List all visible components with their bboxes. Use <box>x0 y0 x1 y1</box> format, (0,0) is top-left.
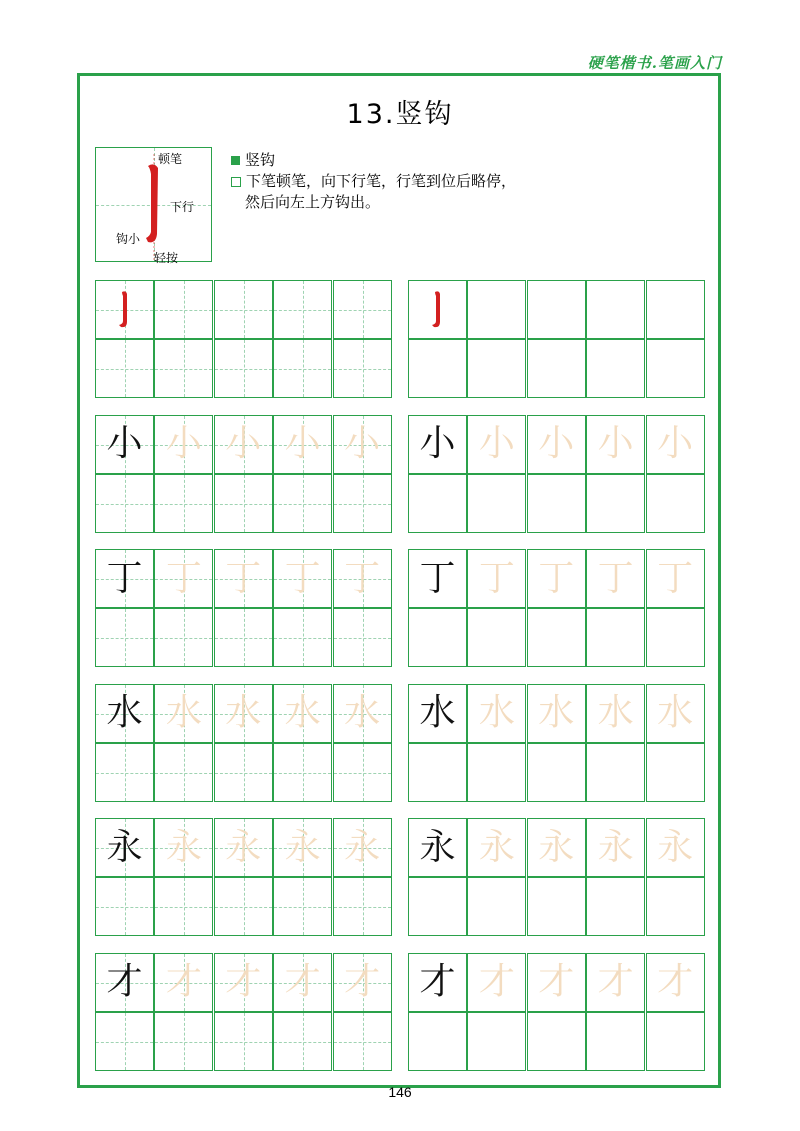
practice-cell[interactable] <box>527 415 586 474</box>
practice-cell[interactable] <box>333 877 392 936</box>
trace-character: 永 <box>284 826 321 868</box>
trace-character: 才 <box>538 961 575 1002</box>
practice-cell[interactable] <box>646 953 705 1012</box>
practice-cell[interactable] <box>646 474 705 533</box>
practice-grid <box>408 415 705 533</box>
practice-cell[interactable] <box>527 877 586 936</box>
demo-label-left: 钩小 <box>116 232 141 246</box>
practice-cell[interactable] <box>527 684 586 743</box>
practice-cell[interactable] <box>408 549 467 608</box>
practice-cell[interactable] <box>586 818 645 877</box>
practice-cell[interactable] <box>408 877 467 936</box>
trace-character: 水 <box>657 692 694 733</box>
model-character: 才 <box>106 961 143 1002</box>
model-character: 水 <box>419 692 456 733</box>
trace-character: 才 <box>344 961 381 1002</box>
practice-cell[interactable] <box>646 1012 705 1071</box>
trace-character: 小 <box>478 423 515 464</box>
practice-cell[interactable] <box>333 474 392 533</box>
practice-cell[interactable] <box>273 684 332 743</box>
description-line-1: 下笔顿笔，向下行笔，行笔到位后略停， <box>246 172 517 190</box>
practice-cell[interactable] <box>214 684 273 743</box>
practice-cell[interactable] <box>95 743 154 802</box>
trace-character: 水 <box>284 692 321 733</box>
practice-cell[interactable] <box>586 549 645 608</box>
trace-character: 才 <box>657 961 694 1002</box>
practice-cell[interactable] <box>586 877 645 936</box>
practice-cell[interactable] <box>586 1012 645 1071</box>
practice-cell[interactable] <box>646 818 705 877</box>
practice-grid <box>95 280 392 398</box>
practice-cell[interactable] <box>273 474 332 533</box>
trace-character: 才 <box>284 961 321 1002</box>
practice-cell[interactable] <box>527 280 586 339</box>
trace-character: 水 <box>165 692 202 733</box>
practice-cell[interactable] <box>154 1012 213 1071</box>
practice-cell[interactable] <box>333 549 392 608</box>
practice-cell[interactable] <box>586 474 645 533</box>
practice-cell[interactable] <box>95 339 154 398</box>
practice-cell[interactable] <box>467 280 526 339</box>
practice-cell[interactable] <box>95 953 154 1012</box>
practice-cell[interactable] <box>527 608 586 667</box>
practice-cell[interactable] <box>646 684 705 743</box>
practice-cell[interactable] <box>273 953 332 1012</box>
practice-cell[interactable] <box>273 415 332 474</box>
empty-square-icon <box>231 177 241 187</box>
practice-grid <box>408 953 705 1071</box>
practice-cell[interactable] <box>95 415 154 474</box>
practice-cell[interactable] <box>408 818 467 877</box>
practice-cell[interactable] <box>154 953 213 1012</box>
practice-cell[interactable] <box>154 415 213 474</box>
practice-cell[interactable] <box>273 549 332 608</box>
trace-character: 永 <box>597 826 634 868</box>
practice-cell[interactable] <box>273 818 332 877</box>
practice-grid <box>95 549 392 667</box>
practice-cell[interactable] <box>154 608 213 667</box>
practice-cell[interactable] <box>333 339 392 398</box>
practice-cell[interactable] <box>527 1012 586 1071</box>
practice-cell[interactable] <box>214 415 273 474</box>
trace-character: 丁 <box>225 557 262 599</box>
practice-grid <box>408 818 705 936</box>
practice-grid <box>408 280 705 398</box>
practice-cell[interactable] <box>95 474 154 533</box>
practice-cell[interactable] <box>646 877 705 936</box>
practice-cell[interactable] <box>586 743 645 802</box>
model-character: 丁 <box>106 557 143 599</box>
trace-character: 永 <box>538 826 575 868</box>
practice-cell[interactable] <box>95 608 154 667</box>
practice-cell[interactable] <box>467 339 526 398</box>
practice-cell[interactable] <box>95 877 154 936</box>
vertical-hook-stroke-icon <box>96 148 213 263</box>
practice-cell[interactable] <box>273 743 332 802</box>
practice-cell[interactable] <box>646 608 705 667</box>
practice-cell[interactable] <box>273 1012 332 1071</box>
practice-grid <box>408 684 705 802</box>
trace-character: 丁 <box>478 557 515 599</box>
practice-cell[interactable] <box>95 684 154 743</box>
practice-cell[interactable] <box>527 339 586 398</box>
practice-cell[interactable] <box>586 953 645 1012</box>
trace-character: 丁 <box>538 557 575 599</box>
practice-cell[interactable] <box>408 474 467 533</box>
practice-cell[interactable] <box>408 608 467 667</box>
practice-cell[interactable] <box>646 339 705 398</box>
practice-cell[interactable] <box>214 549 273 608</box>
trace-character: 小 <box>597 423 634 464</box>
practice-cell[interactable] <box>214 877 273 936</box>
practice-cell[interactable] <box>646 280 705 339</box>
demo-label-mid: 下行 <box>170 200 195 214</box>
filled-square-icon <box>231 156 240 165</box>
practice-cell[interactable] <box>646 743 705 802</box>
practice-cell[interactable] <box>586 684 645 743</box>
practice-grid <box>95 415 392 533</box>
practice-cell[interactable] <box>467 818 526 877</box>
practice-cell[interactable] <box>273 608 332 667</box>
practice-cell[interactable] <box>214 608 273 667</box>
practice-cell[interactable] <box>273 339 332 398</box>
trace-character: 水 <box>478 692 515 733</box>
practice-grid <box>95 818 392 936</box>
practice-cell[interactable] <box>467 1012 526 1071</box>
trace-character: 水 <box>225 692 262 733</box>
practice-cell[interactable] <box>586 339 645 398</box>
practice-cell[interactable] <box>467 608 526 667</box>
practice-cell[interactable] <box>527 743 586 802</box>
practice-cell[interactable] <box>408 953 467 1012</box>
practice-cell[interactable] <box>154 549 213 608</box>
demo-label-top: 顿笔 <box>158 152 183 166</box>
trace-character: 丁 <box>597 557 634 599</box>
practice-cell[interactable] <box>586 415 645 474</box>
practice-cell[interactable] <box>467 415 526 474</box>
practice-cell[interactable] <box>333 280 392 339</box>
trace-character: 水 <box>538 692 575 733</box>
trace-character: 水 <box>344 692 381 733</box>
practice-cell[interactable] <box>467 684 526 743</box>
practice-cell[interactable] <box>333 608 392 667</box>
vertical-hook-stroke-icon <box>409 281 466 338</box>
practice-cell[interactable] <box>467 743 526 802</box>
practice-cell[interactable] <box>154 280 213 339</box>
practice-cell[interactable] <box>333 684 392 743</box>
practice-cell[interactable] <box>95 280 154 339</box>
trace-character: 才 <box>478 961 515 1002</box>
practice-cell[interactable] <box>527 474 586 533</box>
description-line-2: 然后向左上方钩出。 <box>245 193 381 211</box>
practice-cell[interactable] <box>214 818 273 877</box>
practice-cell[interactable] <box>586 608 645 667</box>
trace-character: 才 <box>165 961 202 1002</box>
trace-character: 永 <box>478 826 515 868</box>
practice-cell[interactable] <box>154 339 213 398</box>
model-character: 水 <box>106 692 143 733</box>
practice-cell[interactable] <box>214 1012 273 1071</box>
trace-character: 永 <box>344 826 381 868</box>
model-character: 丁 <box>419 557 456 599</box>
header-title: 硬笔楷书.笔画入门 <box>587 54 722 72</box>
practice-cell[interactable] <box>95 549 154 608</box>
trace-character: 小 <box>538 423 575 464</box>
practice-cell[interactable] <box>214 339 273 398</box>
practice-cell[interactable] <box>527 953 586 1012</box>
practice-cell[interactable] <box>408 684 467 743</box>
model-character: 小 <box>106 423 143 464</box>
practice-cell[interactable] <box>214 743 273 802</box>
practice-grid <box>95 953 392 1071</box>
practice-cell[interactable] <box>214 953 273 1012</box>
practice-cell[interactable] <box>154 684 213 743</box>
trace-character: 小 <box>657 423 694 464</box>
practice-cell[interactable] <box>95 818 154 877</box>
practice-cell[interactable] <box>646 415 705 474</box>
practice-cell[interactable] <box>646 549 705 608</box>
demo-label-bottom: 轻按 <box>154 251 179 265</box>
trace-character: 小 <box>344 423 381 464</box>
practice-cell[interactable] <box>408 743 467 802</box>
practice-cell[interactable] <box>333 953 392 1012</box>
practice-grid <box>95 684 392 802</box>
model-character: 小 <box>419 423 456 464</box>
model-character: 永 <box>106 826 143 868</box>
practice-cell[interactable] <box>527 818 586 877</box>
page-number: 146 <box>388 1084 412 1100</box>
practice-cell[interactable] <box>273 280 332 339</box>
practice-cell[interactable] <box>333 818 392 877</box>
practice-grid <box>408 549 705 667</box>
practice-cell[interactable] <box>586 280 645 339</box>
practice-cell[interactable] <box>273 877 332 936</box>
model-character: 永 <box>419 826 456 868</box>
vertical-hook-stroke-icon <box>96 281 153 338</box>
trace-character: 才 <box>597 961 634 1002</box>
model-character: 才 <box>419 961 456 1002</box>
trace-character: 丁 <box>657 557 694 599</box>
practice-cell[interactable] <box>408 1012 467 1071</box>
practice-cell[interactable] <box>408 280 467 339</box>
practice-cell[interactable] <box>467 953 526 1012</box>
practice-cell[interactable] <box>333 415 392 474</box>
trace-character: 小 <box>165 423 202 464</box>
trace-character: 永 <box>225 826 262 868</box>
stroke-demo-box <box>95 147 212 265</box>
practice-cell[interactable] <box>467 549 526 608</box>
trace-character: 永 <box>657 826 694 868</box>
practice-cell[interactable] <box>527 549 586 608</box>
practice-cell[interactable] <box>408 339 467 398</box>
practice-cell[interactable] <box>467 474 526 533</box>
trace-character: 小 <box>225 423 262 464</box>
practice-cell[interactable] <box>154 474 213 533</box>
trace-character: 丁 <box>284 557 321 599</box>
practice-cell[interactable] <box>154 743 213 802</box>
trace-character: 才 <box>225 961 262 1002</box>
practice-cell[interactable] <box>333 743 392 802</box>
trace-character: 水 <box>597 692 634 733</box>
practice-cell[interactable] <box>154 877 213 936</box>
trace-character: 丁 <box>344 557 381 599</box>
practice-cell[interactable] <box>154 818 213 877</box>
practice-cell[interactable] <box>214 474 273 533</box>
trace-character: 丁 <box>165 557 202 599</box>
trace-character: 永 <box>165 826 202 868</box>
page-title: 13.竖钩 <box>346 99 454 130</box>
practice-cell[interactable] <box>333 1012 392 1071</box>
practice-cell[interactable] <box>408 415 467 474</box>
stroke-description <box>231 150 516 213</box>
practice-cell[interactable] <box>95 1012 154 1071</box>
trace-character: 小 <box>284 423 321 464</box>
description-heading: 竖钩 <box>245 151 276 169</box>
practice-cell[interactable] <box>467 877 526 936</box>
practice-cell[interactable] <box>214 280 273 339</box>
